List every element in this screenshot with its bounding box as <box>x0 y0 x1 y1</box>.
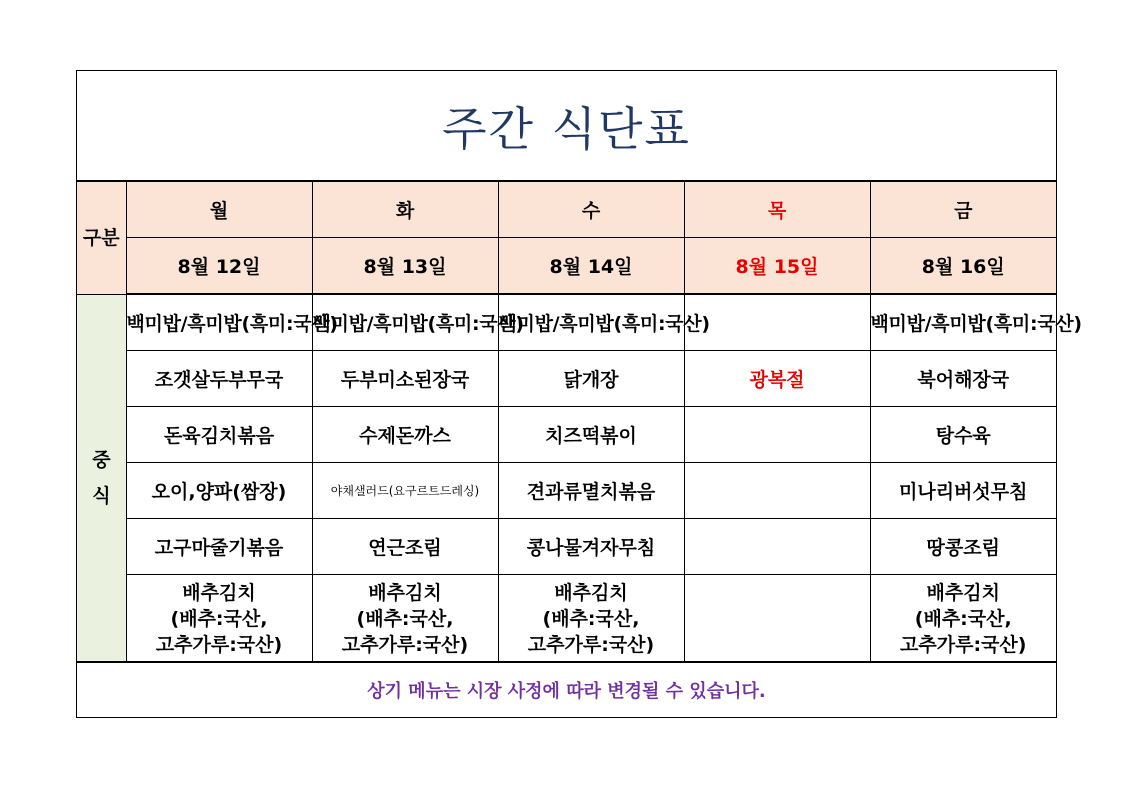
soup-mon: 조갯살두부무국 <box>126 351 312 407</box>
kimchi-origin: (배추:국산, <box>356 607 454 630</box>
category-lunch-char-1: 중 <box>92 449 111 472</box>
kimchi-name: 배추김치 <box>182 581 256 604</box>
side2-fri: 땅콩조림 <box>870 519 1056 575</box>
date-thu: 8월 15일 <box>684 238 870 295</box>
main-wed: 치즈떡볶이 <box>498 407 684 463</box>
meal-plan-sheet <box>76 70 1082 718</box>
date-wed: 8월 14일 <box>498 238 684 295</box>
holiday-label: 광복절 <box>684 351 870 407</box>
kimchi-name: 배추김치 <box>368 581 442 604</box>
soup-tue: 두부미소된장국 <box>312 351 498 407</box>
side1-tue: 야채샐러드(요구르트드레싱) <box>312 463 498 519</box>
day-wed: 수 <box>498 182 684 238</box>
kimchi-origin: 고추가루:국산) <box>341 633 469 656</box>
notice-row <box>77 661 1056 717</box>
notice-text: 상기 메뉴는 시장 사정에 따라 변경될 수 있습니다. <box>367 681 766 702</box>
rice-mon: 백미밥/흑미밥(흑미:국산) <box>126 294 312 351</box>
rice-wed: 백미밥/흑미밥(흑미:국산) <box>498 294 684 351</box>
kimchi-name: 배추김치 <box>926 581 1000 604</box>
side1-fri: 미나리버섯무침 <box>870 463 1056 519</box>
kimchi-origin: (배추:국산, <box>170 607 268 630</box>
kimchi-origin: (배추:국산, <box>914 607 1012 630</box>
kimchi-origin: 고추가루:국산) <box>900 633 1027 656</box>
rice-fri: 백미밥/흑미밥(흑미:국산) <box>870 294 1056 351</box>
day-row <box>77 182 1056 238</box>
title-row <box>77 71 1056 182</box>
soup-row <box>77 351 1056 407</box>
side2-tue: 연근조림 <box>312 519 498 575</box>
kimchi-origin: 고추가루:국산) <box>527 633 655 656</box>
day-mon: 월 <box>126 182 312 238</box>
side1-mon: 오이,양파(쌈장) <box>126 463 312 519</box>
day-fri: 금 <box>870 182 1056 238</box>
side1-wed: 견과류멸치볶음 <box>498 463 684 519</box>
kimchi-origin: 고추가루:국산) <box>155 633 283 656</box>
side1-row <box>77 463 1056 519</box>
rice-row <box>77 294 1056 351</box>
day-tue: 화 <box>312 182 498 238</box>
date-mon: 8월 12일 <box>126 238 312 295</box>
kimchi-origin: (배추:국산, <box>542 607 640 630</box>
category-lunch <box>77 294 126 663</box>
date-tue: 8월 13일 <box>312 238 498 295</box>
category-header: 구분 <box>77 182 126 294</box>
category-lunch-char-2: 식 <box>92 485 111 508</box>
side2-wed: 콩나물겨자무침 <box>498 519 684 575</box>
menu-table <box>77 182 1082 663</box>
date-fri: 8월 16일 <box>870 238 1056 295</box>
kimchi-name: 배추김치 <box>554 581 628 604</box>
kimchi-wed <box>498 575 684 663</box>
main-row <box>77 407 1056 463</box>
kimchi-row <box>77 575 1056 663</box>
rice-thu <box>684 294 870 351</box>
kimchi-tue <box>312 575 498 663</box>
page-title: 주간 식단표 <box>442 101 691 156</box>
day-thu: 목 <box>684 182 870 238</box>
side2-thu <box>684 519 870 575</box>
main-mon: 돈육김치볶음 <box>126 407 312 463</box>
main-fri: 탕수육 <box>870 407 1056 463</box>
main-thu <box>684 407 870 463</box>
side1-thu <box>684 463 870 519</box>
kimchi-fri <box>870 575 1056 663</box>
soup-fri: 북어해장국 <box>870 351 1056 407</box>
kimchi-thu <box>684 575 870 663</box>
main-tue: 수제돈까스 <box>312 407 498 463</box>
soup-wed: 닭개장 <box>498 351 684 407</box>
date-row <box>77 238 1056 295</box>
side2-row <box>77 519 1056 575</box>
side2-mon: 고구마줄기볶음 <box>126 519 312 575</box>
kimchi-mon <box>126 575 312 663</box>
rice-tue: 백미밥/흑미밥(흑미:국산) <box>312 294 498 351</box>
